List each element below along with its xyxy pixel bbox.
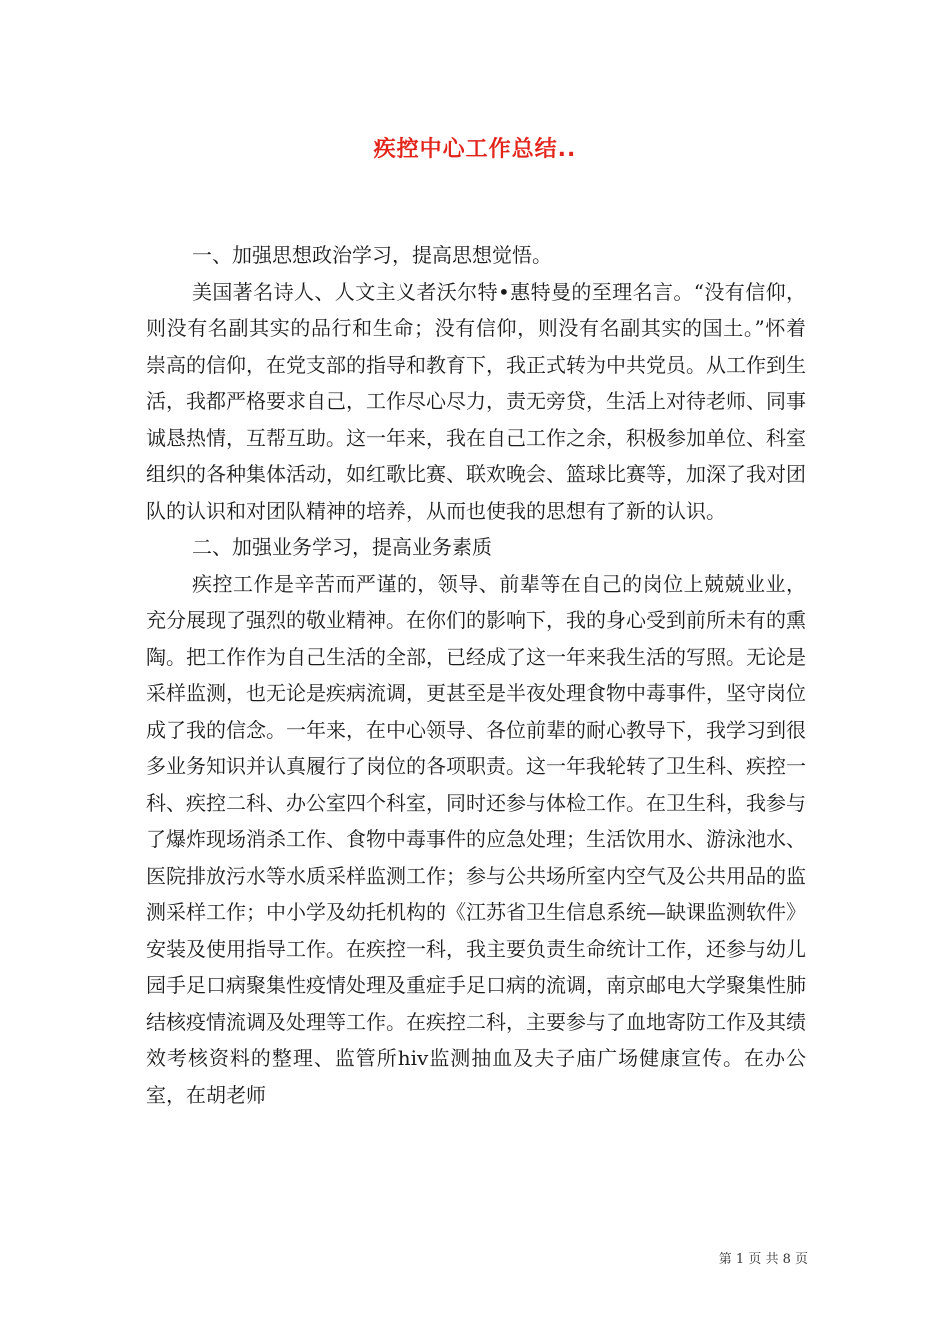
document-title: 疾控中心工作总结.. <box>373 137 577 162</box>
section-paragraph-1: 美国著名诗人、人文主义者沃尔特•惠特曼的至理名言。“没有信仰，则没有名副其实的品行和生命；没有信仰，则没有名副其实的国土。”怀着崇高的信仰，在党支部的指导和教育下，我正式转为中共党员。从工作到生活，我都严格要求自己，工作尽心尽力，责无旁贷，生活上对待老师、同事诚恳热情，互帮互助。这一年来，我在自己工作之余，积极参加单位、科室组织的各种集体活动，如红歌比赛、联欢晚会、篮球比赛等，加深了我对团队的认识和对团队精神的培养，从而也使我的思想有了新的认识。 <box>146 279 806 523</box>
section-heading-1: 一、加强思想政治学习，提高思想觉悟。 <box>192 243 552 267</box>
section-paragraph-2: 疾控工作是辛苦而严谨的，领导、前辈等在自己的岗位上兢兢业业，充分展现了强烈的敬业精神。在你们的影响下，我的身心受到前所未有的熏陶。把工作作为自己生活的全部，已经成了这一年来我生活的写照。无论是采样监测，也无论是疾病流调，更甚至是半夜处理食物中毒事件，坚守岗位成了我的信念。一年来，在中心领导、各位前辈的耐心教导下，我学习到很多业务知识并认真履行了岗位的各项职责。这一年我轮转了卫生科、疾控一科、疾控二科、办公室四个科室，同时还参与体检工作。在卫生科，我参与了爆炸现场消杀工作、食物中毒事件的应急处理；生活饮用水、游泳池水、医院排放污水等水质采样监测工作；参与公共场所室内空气及公共用品的监测采样工作；中小学及幼托机构的《江苏省卫生信息系统—缺课监测软件》安装及使用指导工作。在疾控一科，我主要负责生命统计工作，还参与幼儿园手足口病聚集性疫情处理及重症手足口病的流调，南京邮电大学聚集性肺结核疫情流调及处理等工作。在疾控二科，主要参与了血地寄防工作及其绩效考核资料的整理、监管所hiv监测抽血及夫子庙广场健康宣传。在办公室，在胡老师 <box>146 571 806 1107</box>
page-number-footer: 第 1 页 共 8 页 <box>718 1252 808 1267</box>
section-heading-2: 二、加强业务学习，提高业务素质 <box>192 535 492 559</box>
document-body <box>146 237 806 1113</box>
